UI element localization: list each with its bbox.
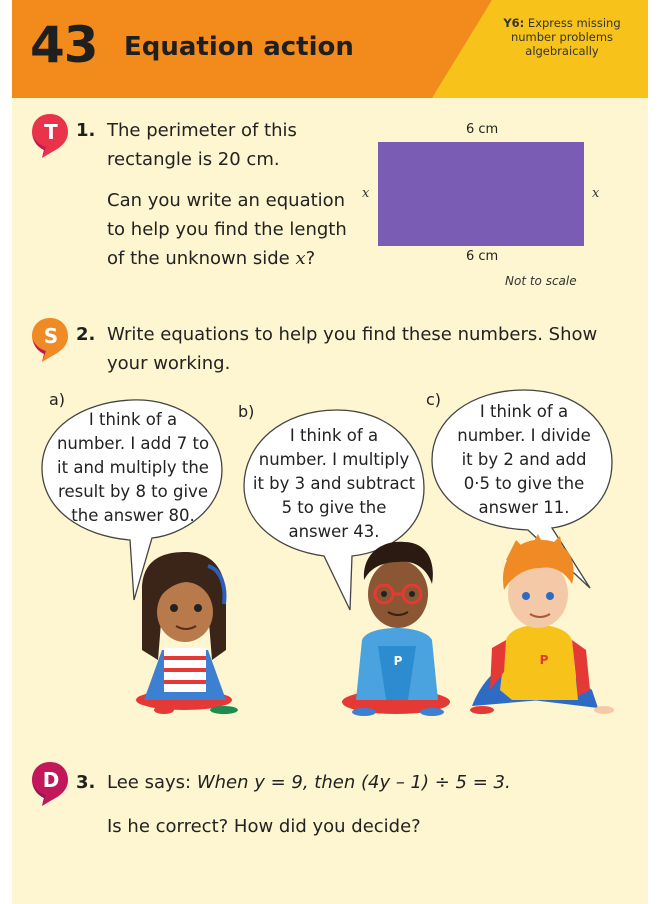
svg-text:P: P (393, 654, 403, 668)
q1-line4: to help you find the length (107, 219, 347, 240)
bubble-a-line: I think of a (88, 410, 178, 429)
rect-bottom-label: 6 cm (466, 249, 499, 264)
bubble-c-line: 0·5 to give the (463, 474, 585, 493)
bubble-a-line: it and multiply the (57, 458, 209, 477)
rect-left-label: x (362, 186, 370, 201)
q1-number: 1. (76, 120, 96, 141)
q3-line2: Is he correct? How did you decide? (107, 816, 421, 837)
q3-line1 (107, 768, 511, 797)
q2-number: 2. (76, 324, 96, 345)
boy-glasses-character (342, 542, 450, 716)
q3-badge-icon (30, 760, 70, 808)
q1-badge-letter: T (44, 120, 58, 144)
q3-badge-letter: D (42, 768, 60, 792)
girl-character (136, 552, 238, 714)
bubble-a-label: a) (49, 390, 66, 409)
q2-badge-letter: S (43, 324, 59, 348)
q1-line5-prefix: of the unknown side (107, 248, 296, 269)
page-title: Equation action (124, 32, 354, 62)
rect-top-label: 6 cm (466, 122, 499, 137)
bubble-b-line: answer 43. (288, 522, 380, 541)
q1-line2: rectangle is 20 cm. (107, 149, 280, 170)
bubble-b-line: it by 3 and subtract (252, 474, 416, 493)
bubble-c-text (444, 400, 604, 520)
bubble-a-line: result by 8 to give (58, 482, 208, 501)
not-to-scale-note: Not to scale (505, 274, 577, 288)
bubble-c-line: I think of a (479, 402, 569, 421)
svg-text:P: P (539, 653, 549, 667)
bubble-b-line: 5 to give the (281, 498, 387, 517)
bubble-c-label: c) (426, 390, 442, 409)
q3-line1-prefix: Lee says: (107, 772, 197, 793)
bubble-c-line: it by 2 and add (461, 450, 587, 469)
q1-line3: Can you write an equation (107, 190, 346, 211)
bubble-b-label: b) (238, 402, 255, 421)
rect-right-label: x (592, 186, 600, 201)
q1-line5-suffix: ? (305, 248, 316, 269)
bubble-b-text (248, 424, 420, 544)
q1-variable: x (295, 248, 306, 269)
q2-line1: Write equations to help you find these numbers. Show (107, 324, 598, 345)
bubble-a-line: the answer 80. (71, 506, 195, 525)
bubble-c-line: number. I divide (457, 426, 591, 445)
boy-blond-character (470, 534, 614, 714)
worksheet-page (12, 0, 648, 904)
bubble-a-line: number. I add 7 to (56, 434, 210, 453)
q3-statement: When y = 9, then (4y – 1) ÷ 5 = 3. (196, 772, 511, 793)
bubble-c-line: answer 11. (478, 498, 570, 517)
unit-number: 43 (30, 16, 98, 74)
objective-description: Express missing number problems algebraically (510, 16, 621, 58)
objective-strand: Y6: (503, 16, 525, 30)
q2-line2: your working. (107, 353, 231, 374)
q1-line1: The perimeter of this (107, 120, 297, 141)
q3-number: 3. (76, 772, 96, 793)
bubble-b-line: number. I multiply (258, 450, 410, 469)
bubble-b-line: I think of a (289, 426, 379, 445)
bubble-a-text (52, 408, 214, 528)
